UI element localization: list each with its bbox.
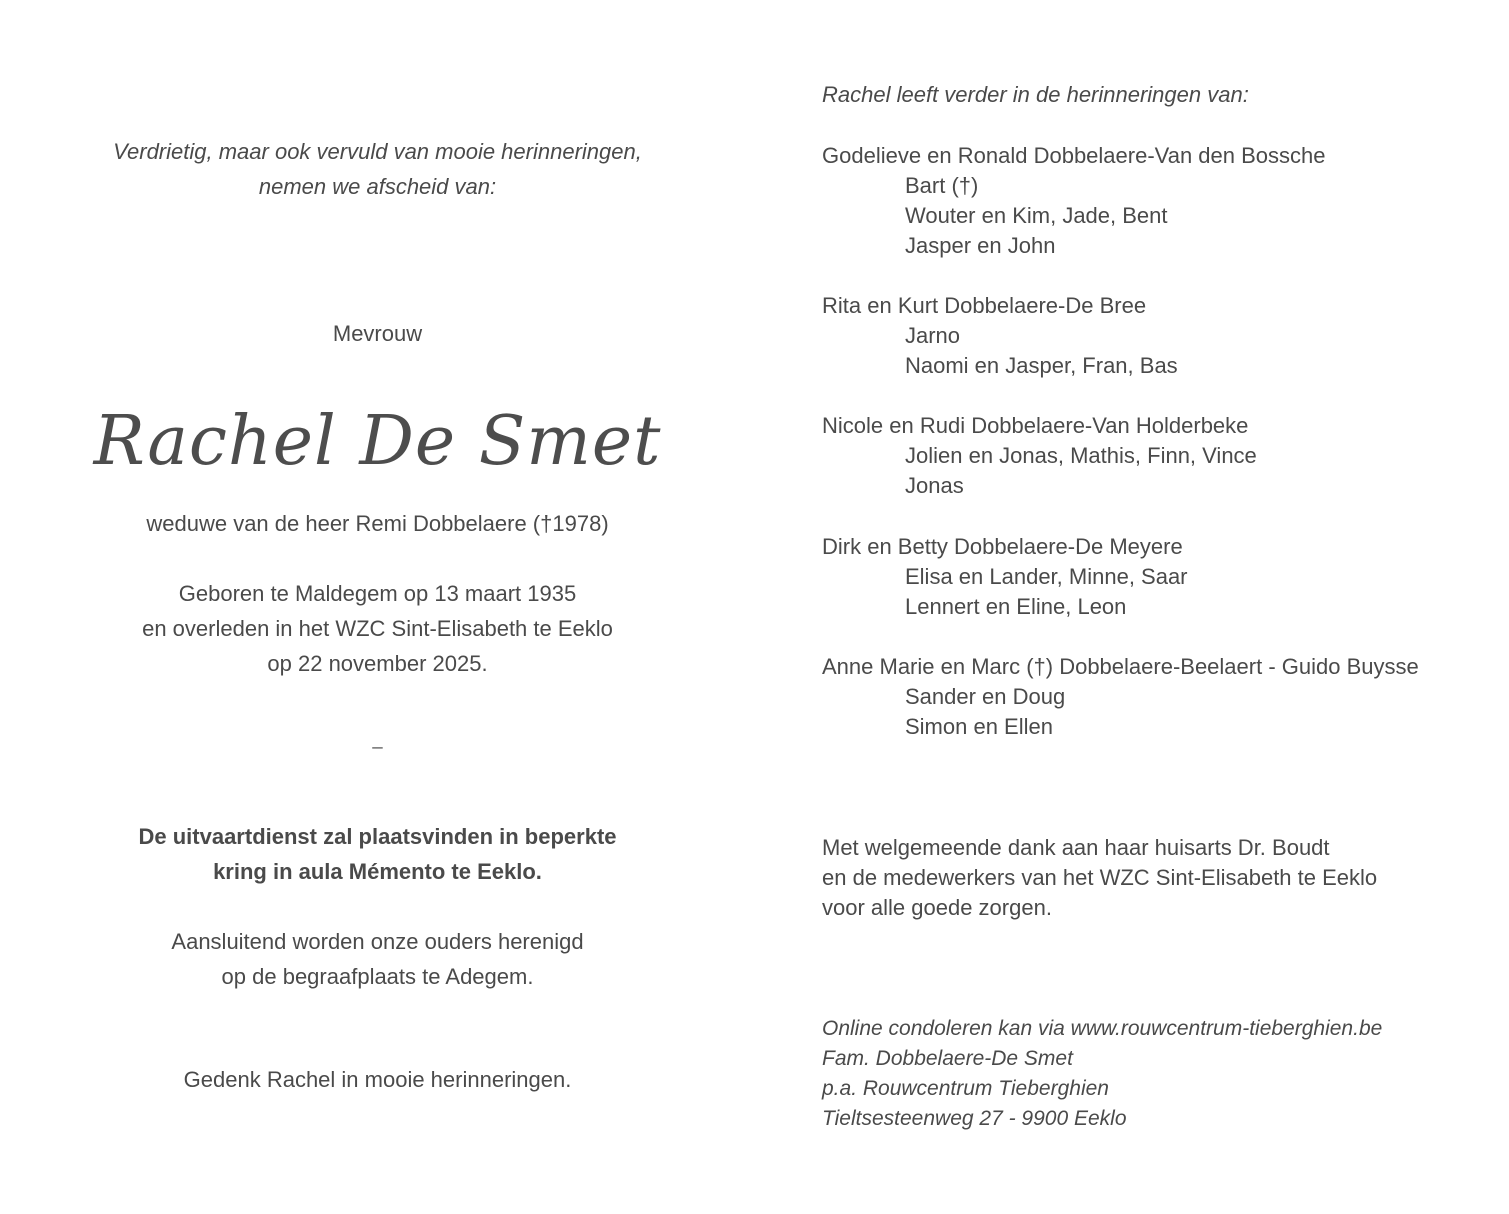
closing-text: Gedenk Rachel in mooie herinneringen. (183, 1067, 572, 1092)
family-parents: Dirk en Betty Dobbelaere-De Meyere (822, 534, 1183, 559)
contact-text (822, 1014, 1382, 1134)
thanks-text (822, 833, 1377, 923)
burial-text (0, 924, 755, 994)
birth-death-text (0, 576, 755, 681)
family-block (822, 652, 1419, 742)
deceased-name: Rachel De Smet (93, 402, 662, 481)
service-line: kring in aula Mémento te Eeklo. (213, 859, 542, 884)
family-child: Jolien en Jonas, Mathis, Finn, Vince (905, 443, 1257, 468)
widow-line: weduwe van de heer Remi Dobbelaere (†1978) (146, 511, 609, 536)
burial-line: Aansluitend worden onze ouders herenigd (171, 929, 584, 954)
family-block (822, 532, 1188, 622)
family-block (822, 291, 1178, 381)
burial-line: op de begraafplaats te Adegem. (221, 964, 534, 989)
contact-line: Online condoleren kan via www.rouwcentrum-tieberghien.be (822, 1017, 1383, 1040)
salutation: Mevrouw (332, 321, 423, 346)
right-column (822, 0, 1502, 1214)
family-child: Simon en Ellen (905, 714, 1053, 739)
family-child: Naomi en Jasper, Fran, Bas (905, 353, 1178, 378)
thanks-line: en de medewerkers van het WZC Sint-Elisabeth te Eeklo (822, 865, 1378, 890)
contact-line: Tieltsesteenweg 27 - 9900 Eeklo (822, 1107, 1127, 1130)
birth-death-line: op 22 november 2025. (267, 651, 488, 676)
thanks-line: voor alle goede zorgen. (822, 895, 1052, 920)
family-child: Jonas (905, 473, 964, 498)
family-block (822, 141, 1326, 261)
intro-line: nemen we afscheid van: (258, 174, 497, 199)
birth-death-line: en overleden in het WZC Sint-Elisabeth te Eeklo (142, 616, 613, 641)
family-parents: Rita en Kurt Dobbelaere-De Bree (822, 293, 1147, 318)
service-line: De uitvaartdienst zal plaatsvinden in beperkte (138, 824, 617, 849)
family-parents: Godelieve en Ronald Dobbelaere-Van den Bossche (822, 143, 1326, 168)
family-child: Jarno (905, 323, 961, 348)
family-child: Elisa en Lander, Minne, Saar (905, 564, 1188, 589)
family-child: Sander en Doug (905, 684, 1066, 709)
thanks-line: Met welgemeende dank aan haar huisarts Dr. Boudt (822, 835, 1330, 860)
contact-line: p.a. Rouwcentrum Tieberghien (822, 1077, 1109, 1100)
intro-line: Verdrietig, maar ook vervuld van mooie herinneringen, (113, 139, 642, 164)
family-child: Wouter en Kim, Jade, Bent (905, 203, 1168, 228)
family-child: Bart (†) (905, 173, 979, 198)
birth-death-line: Geboren te Maldegem op 13 maart 1935 (178, 581, 577, 606)
family-block (822, 411, 1257, 501)
memory-heading: Rachel leeft verder in de herinneringen van: (822, 82, 1249, 107)
separator: _ (372, 729, 383, 749)
family-parents: Anne Marie en Marc (†) Dobbelaere-Beelaert - Guido Buysse (822, 654, 1419, 679)
family-parents: Nicole en Rudi Dobbelaere-Van Holderbeke (822, 413, 1249, 438)
intro-text (0, 134, 755, 204)
contact-line: Fam. Dobbelaere-De Smet (822, 1047, 1073, 1070)
service-text (0, 819, 755, 889)
family-child: Jasper en John (905, 233, 1056, 258)
family-child: Lennert en Eline, Leon (905, 594, 1127, 619)
